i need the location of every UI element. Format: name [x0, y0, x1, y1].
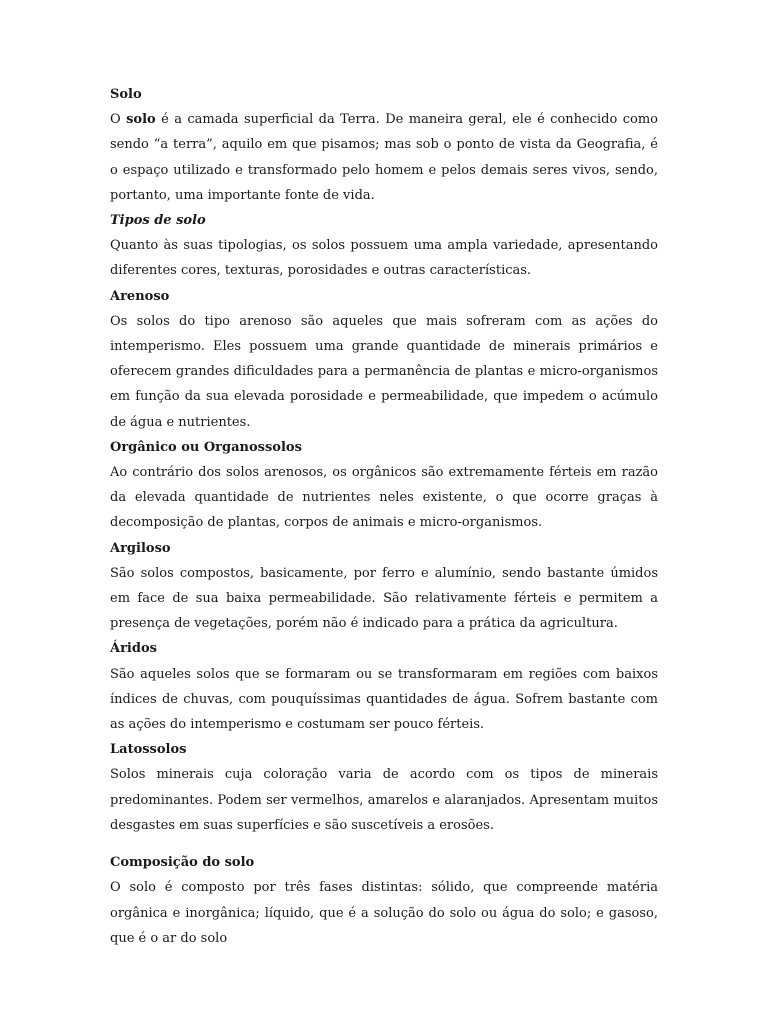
document-title: Solo [110, 87, 142, 102]
section-heading-composicao: Composição do solo [110, 855, 255, 871]
paragraph-gap [110, 838, 658, 850]
section-text-organico: Ao contrário dos solos arenosos, os orgânicos são extremamente férteis em razão da elevada quantidade de nutrientes neles existente, o que ocorre graças à decomposição de plantas, corpos de animais e micro-organismos. [110, 465, 658, 531]
intro-prefix: O [110, 112, 127, 128]
section-text-latossolos: Solos minerais cuja coloração varia de acordo com os tipos de minerais predominantes. Podem ser vermelhos, amarelos e alaranjados. Apresentam muitos desgastes em suas superfícies e são suscetíveis a erosões. [110, 767, 658, 833]
intro-paragraph [110, 107, 658, 208]
section-heading-tipos: Tipos de solo [110, 213, 206, 229]
section-text-aridos: São aqueles solos que se formaram ou se transformaram em regiões com baixos índices de chuvas, com pouquíssimas quantidades de água. Sofrem bastante com as ações do intemperismo e costumam ser pouco férteis. [110, 666, 658, 733]
section-text-argiloso: São solos compostos, basicamente, por ferro e alumínio, sendo bastante úmidos em face de sua baixa permeabilidade. São relativamente férteis e permitem a presença de vegetações, porém não é indicado para a prática da agricultura. [110, 565, 658, 632]
intro-rest: é a camada superficial da Terra. De maneira geral, ele é conhecido como sendo “a terra”, aquilo em que pisamos; mas sob o ponto de vista da Geografia, é o espaço utilizado e transformado pelo homem e pelos demais seres vivos, sendo, portanto, uma importante fonte de vida. [110, 112, 658, 203]
document-page [110, 82, 658, 951]
section-text-arenoso: Os solos do tipo arenoso são aqueles que mais sofreram com as ações do intemperismo. Eles possuem uma grande quantidade de minerais primários e oferecem grandes dificuldades para a permanência de plantas e micro-organismos em função da sua elevada porosidade e permeabilidade, que impedem o acúmulo de água e nutrientes. [110, 313, 658, 430]
section-text-tipos: Quanto às suas tipologias, os solos possuem uma ampla variedade, apresentando diferentes cores, texturas, porosidades e outras características. [110, 238, 658, 279]
section-text-composicao: O solo é composto por três fases distintas: sólido, que compreende matéria orgânica e inorgânica; líquido, que é a solução do solo ou água do solo; e gasoso, que é o ar do solo [110, 880, 658, 946]
section-heading-organico: Orgânico ou Organossolos [110, 439, 302, 455]
section-heading-latossolos: Latossolos [110, 742, 187, 758]
section-heading-aridos: Áridos [110, 641, 157, 657]
section-heading-argiloso: Argiloso [110, 540, 171, 556]
intro-bold-term: solo [126, 112, 156, 128]
section-heading-arenoso: Arenoso [110, 288, 170, 304]
